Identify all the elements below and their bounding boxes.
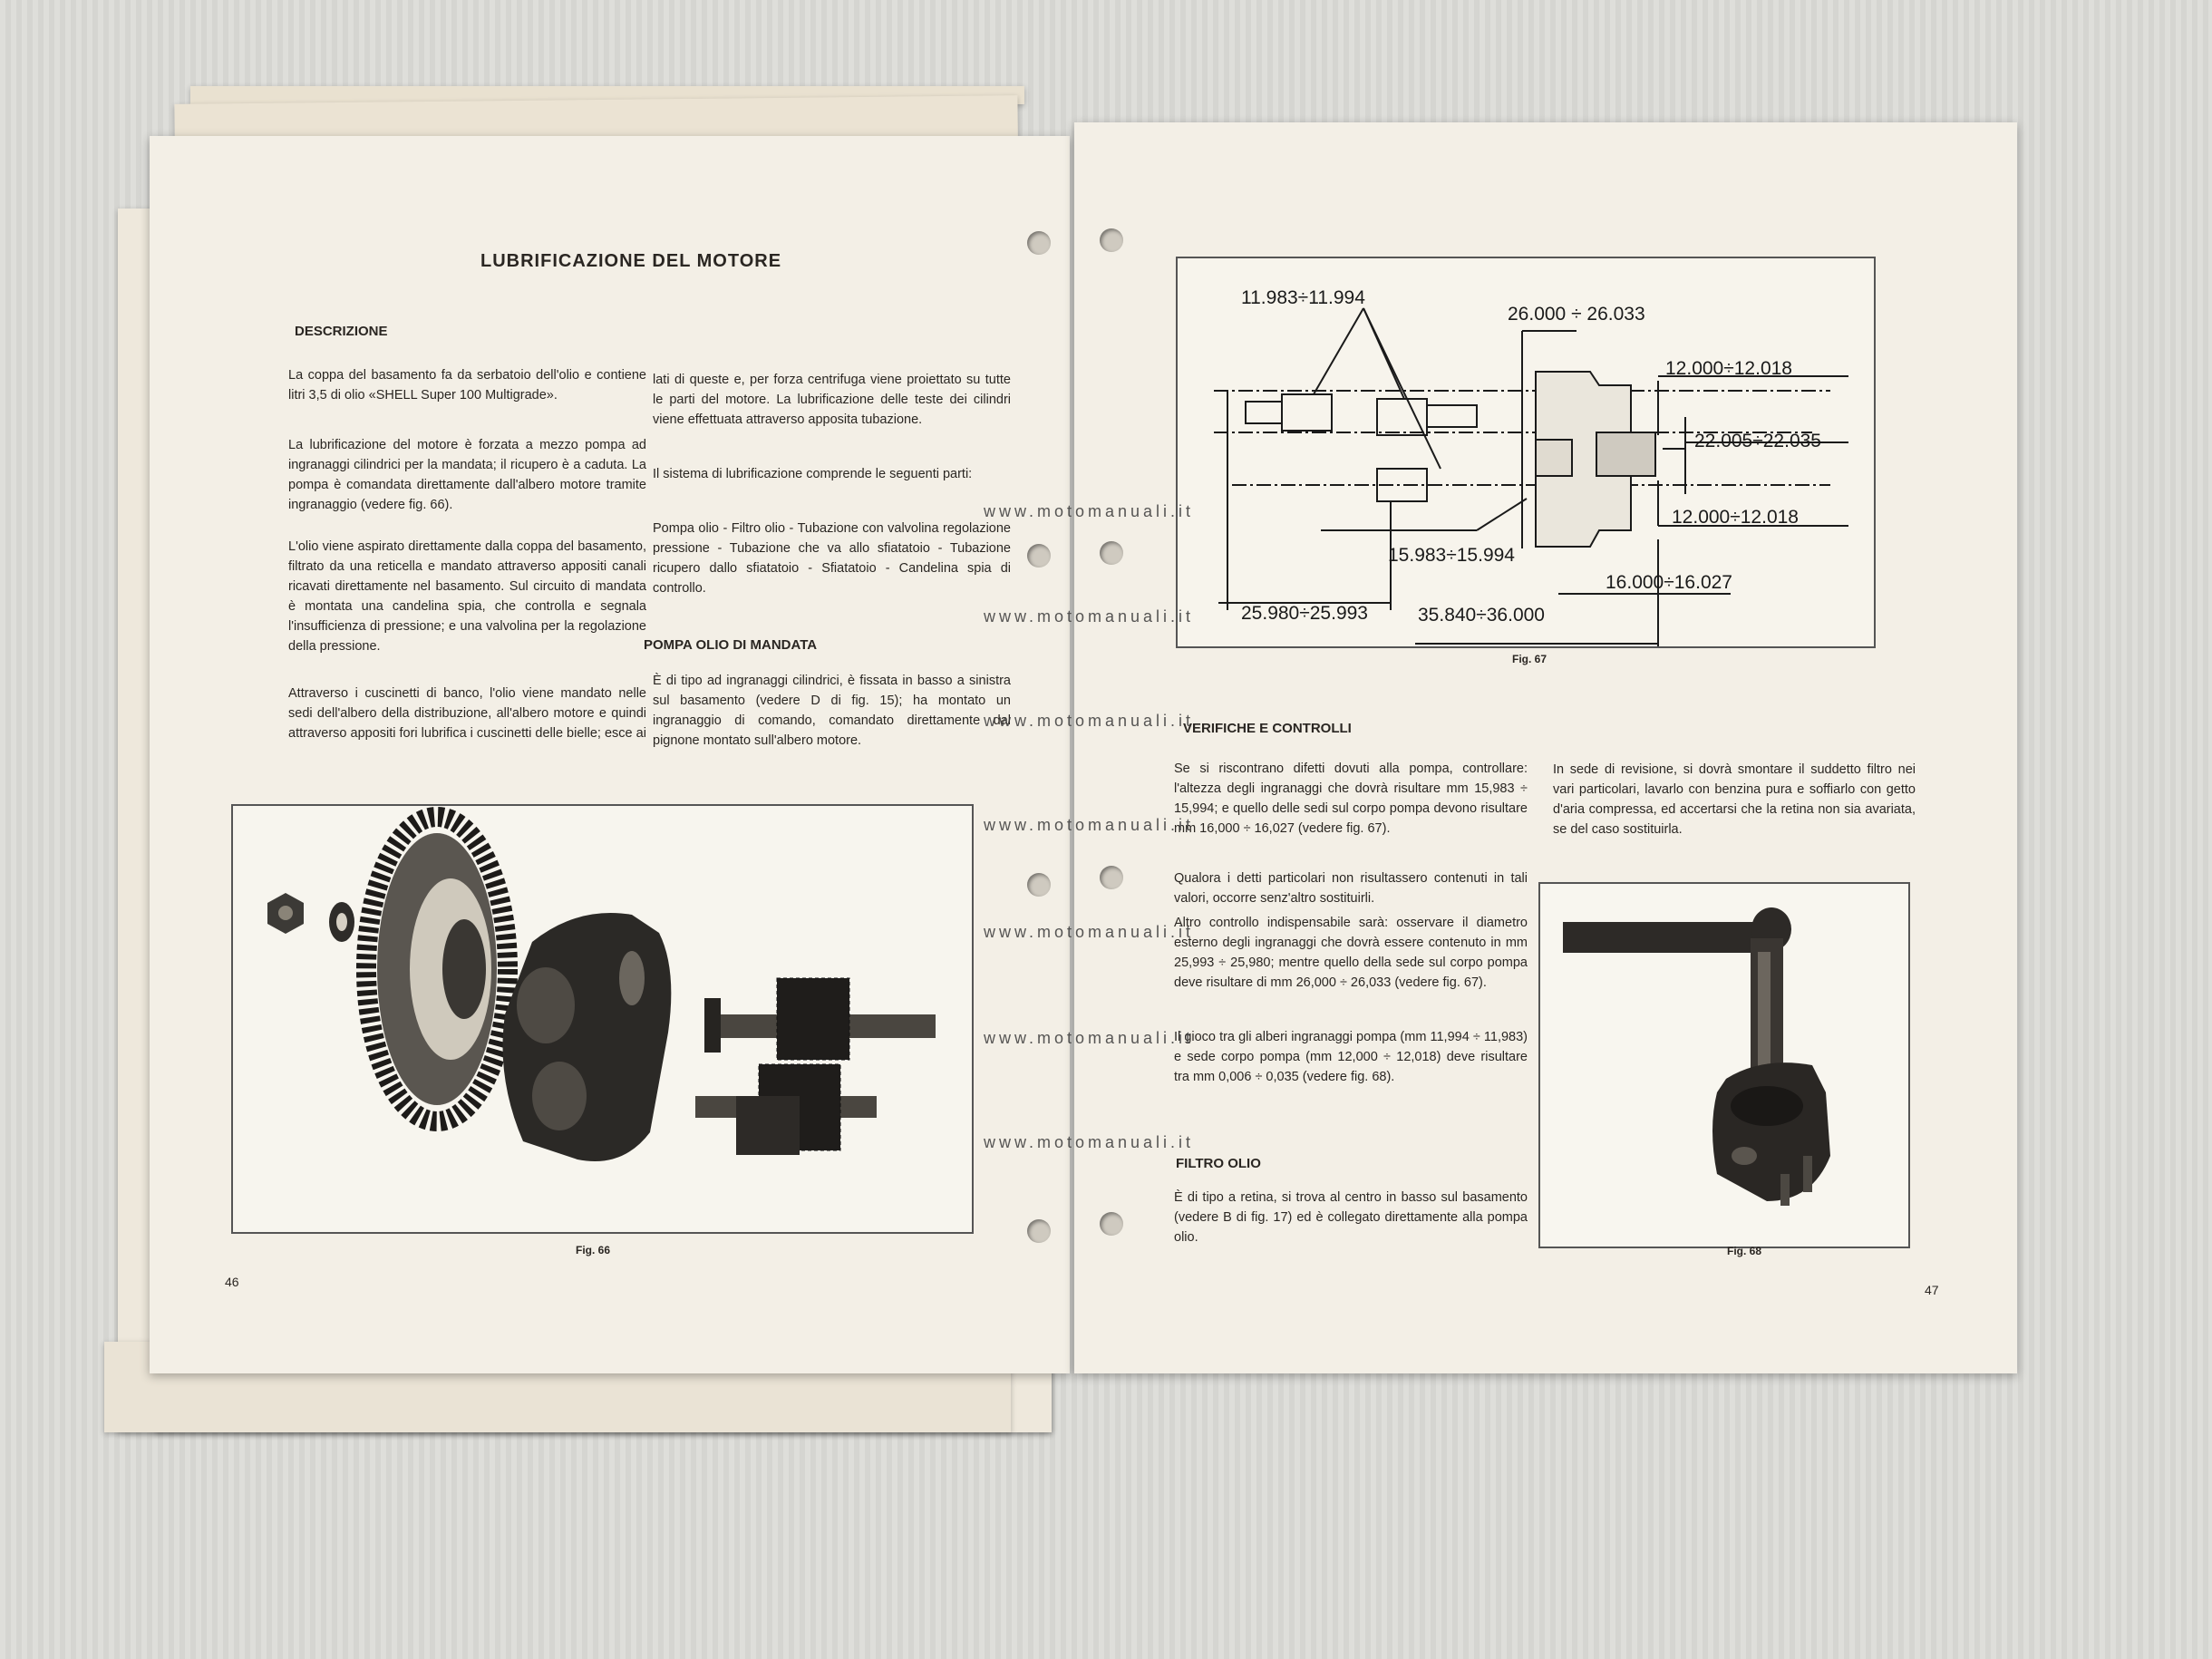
watermark-text: www.motomanuali.it [984,712,1195,730]
paragraph: La coppa del basamento fa da serbatoio dell'olio e contiene litri 3,5 di olio «SHELL Super 100 Multigrade». [288,368,646,403]
binder-hole [1027,544,1051,568]
figure-68-photo [1538,882,1910,1248]
watermark-text: www.motomanuali.it [984,923,1195,941]
paragraph: In sede di revisione, si dovrà smontare il suddetto filtro nei vari particolari, lavarlo con benzina pura e soffiarlo con getto d'aria compressa, ed accertarsi che la retina non sia avariata, se del caso sostituirla. [1553,762,1916,837]
page-title: LUBRIFICAZIONE DEL MOTORE [480,251,782,271]
dimension-label: 11.983÷11.994 [1241,287,1365,308]
dimension-label: 15.983÷15.994 [1388,545,1515,566]
binder-hole [1100,1212,1123,1236]
binder-hole [1027,873,1051,897]
paragraph: Il gioco tra gli alberi ingranaggi pompa (mm 11,994 ÷ 11,983) e sede corpo pompa (mm 12,000 ÷ 12,018) deve risultare tra mm 0,006 ÷ 0,035 (vedere fig. 68). [1174,1030,1528,1084]
section-heading-pompa: POMPA OLIO DI MANDATA [644,637,818,653]
watermark-text: www.motomanuali.it [984,607,1195,626]
watermark-text: www.motomanuali.it [984,1133,1195,1151]
pump-gear-dimension-drawing [1178,258,1874,646]
paragraph: Pompa olio - Filtro olio - Tubazione con valvolina regolazione pressione - Tubazione che va allo sfiatatoio - Tubazione ricupero dallo sfiatatoio - Sfiatatoio - Candelina spia di controllo. [653,521,1011,596]
figure-caption: Fig. 66 [576,1244,611,1256]
paragraph: Se si riscontrano difetti dovuti alla pompa, controllare: l'altezza degli ingranaggi che dovrà risultare mm 15,983 ÷ 15,994; e quello delle sedi sul corpo pompa devono risultare mm 16,000 ÷ 16,027 (vedere fig. 67). [1174,762,1528,836]
paragraph: Altro controllo indispensabile sarà: osservare il diametro esterno degli ingranaggi che dovrà essere contenuto in mm 25,993 ÷ 25,980; mentre quello della sede sul corpo pompa deve risultare di mm 26,000 ÷ 26,033 (vedere fig. 67). [1174,916,1528,990]
left-page [150,136,1070,1373]
figure-caption: Fig. 67 [1512,653,1547,665]
paragraph: Qualora i detti particolari non risultassero contenuti in tali valori, occorre senz'altro sostituirli. [1174,871,1528,906]
dimension-label: 35.840÷36.000 [1418,605,1545,626]
figure-caption: Fig. 68 [1727,1245,1762,1257]
oil-filter-assembly-illustration [1540,884,1908,1247]
binder-hole [1100,866,1123,889]
section-heading-verifiche: VERIFICHE E CONTROLLI [1183,721,1352,736]
binder-hole [1100,228,1123,252]
dimension-label: 12.000÷12.018 [1672,507,1799,528]
figure-66-photo [231,804,974,1234]
paragraph: È di tipo a retina, si trova al centro in basso sul basamento (vedere B di fig. 17) ed è collegato direttamente alla pompa olio. [1174,1190,1528,1245]
paragraph: L'olio viene aspirato direttamente dalla coppa del basamento, filtrato da una reticella e mandato attraverso appositi canali ricavati direttamente nel basamento. Sul circuito di mandata è montata una candelina spia, che controlla e segnala l'insufficienza di pressione; e una valvolina per la regolazione della pressione. [288,539,646,654]
right-page [1074,122,2017,1373]
paragraph: Il sistema di lubrificazione comprende le seguenti parti: [653,467,973,481]
paragraph: lati di queste e, per forza centrifuga viene proiettato su tutte le parti del motore. La lubrificazione delle teste dei cilindri viene effettuata attraverso apposita tubazione. [653,373,1011,427]
dimension-label: 25.980÷25.993 [1241,603,1368,624]
watermark-text: www.motomanuali.it [984,1029,1195,1047]
binder-hole [1100,541,1123,565]
dimension-label: 16.000÷16.027 [1606,572,1732,593]
page-number: 47 [1925,1283,1939,1297]
section-heading-descrizione: DESCRIZIONE [295,324,388,339]
paragraph: La lubrificazione del motore è forzata a mezzo pompa ad ingranaggi cilindrici per la mandata; il ricupero è a caduta. La pompa è comandata direttamente dall'albero motore tramite ingranaggio (vedere fig. 66). [288,438,646,512]
oil-pump-parts-illustration [233,806,972,1232]
dimension-label: 12.000÷12.018 [1665,358,1792,379]
page-number: 46 [225,1275,239,1289]
paragraph: Attraverso i cuscinetti di banco, l'olio viene mandato nelle sedi dell'albero della distribuzione, all'albero motore e quindi attraverso appositi fori lubrifica i cuscinetti delle bielle; esce ai [288,686,646,741]
section-heading-filtro: FILTRO OLIO [1176,1156,1261,1171]
paragraph: È di tipo ad ingranaggi cilindrici, è fissata in basso a sinistra sul basamento (vedere D di fig. 15); ha montato un ingranaggio di comando, comandato direttamente dal pignone montato sull'albero motore. [653,674,1011,748]
dimension-label: 22.005÷22.035 [1694,431,1821,451]
binder-hole [1027,231,1051,255]
watermark-text: www.motomanuali.it [984,816,1195,834]
binder-hole [1027,1219,1051,1243]
dimension-label: 26.000 ÷ 26.033 [1508,304,1645,325]
figure-67-drawing [1176,257,1876,648]
watermark-text: www.motomanuali.it [984,502,1195,520]
